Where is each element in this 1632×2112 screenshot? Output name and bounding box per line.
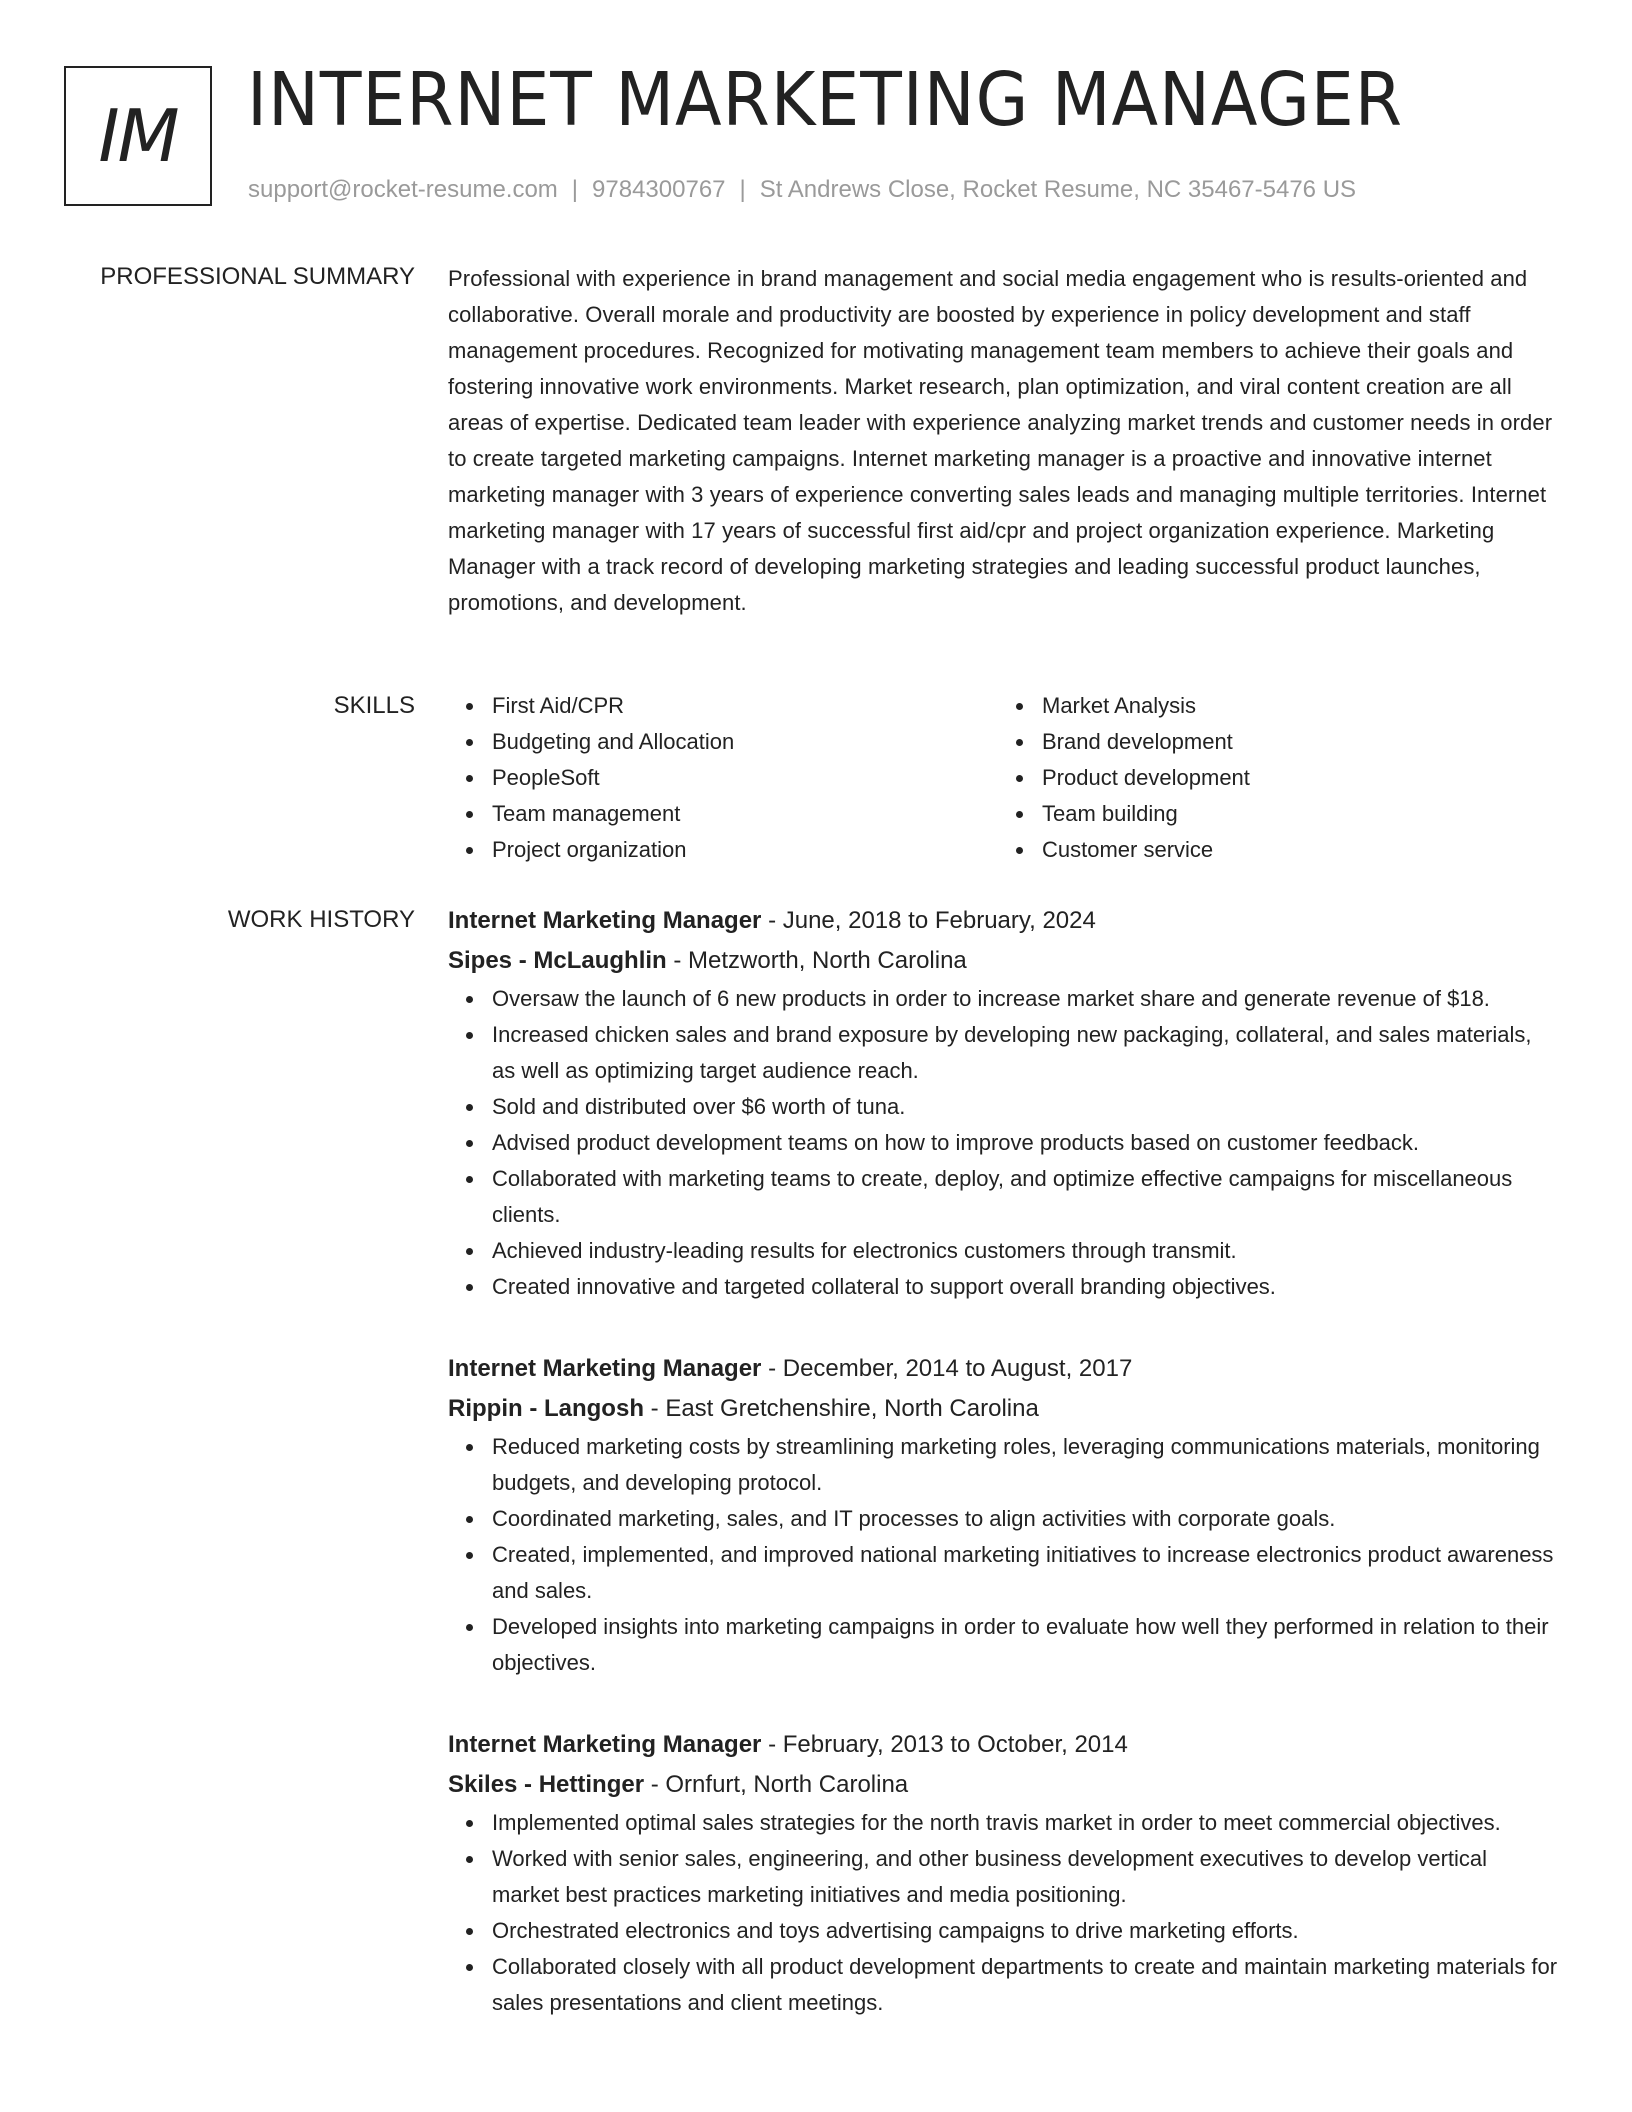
contact-phone[interactable]: 9784300767 (592, 176, 726, 203)
section-heading-summary: PROFESSIONAL SUMMARY (100, 263, 415, 290)
job-bullet-list (448, 1429, 1560, 1681)
contact-line (248, 174, 1356, 206)
job-bullet: Achieved industry-leading results for electronics customers through transmit. (492, 1233, 1560, 1269)
skill-item: Brand development (1042, 724, 1548, 760)
job-company: Rippin - Langosh (448, 1395, 644, 1422)
job-location: - East Gretchenshire, North Carolina (643, 1395, 1039, 1422)
work-history-body (448, 901, 1560, 2065)
job-bullet: Coordinated marketing, sales, and IT processes to align activities with corporate goals. (492, 1501, 1560, 1537)
job-bullet-list (448, 981, 1560, 1305)
job-title-line (448, 1725, 1560, 1765)
contact-separator: | (571, 176, 579, 203)
job-title: Internet Marketing Manager (448, 1731, 762, 1758)
job-bullet: Reduced marketing costs by streamlining marketing roles, leveraging communications materials, monitoring budgets, and developing protocol. (492, 1429, 1560, 1501)
job-location: - Ornfurt, North Carolina (644, 1771, 909, 1798)
skills-column-left (448, 688, 998, 868)
section-heading-skills: SKILLS (333, 692, 415, 719)
job-bullet: Created, implemented, and improved national marketing initiatives to increase electronics product awareness and sales. (492, 1537, 1560, 1609)
job-company-line (448, 1765, 1560, 1805)
section-heading-work-history: WORK HISTORY (227, 906, 415, 933)
job-bullet: Collaborated with marketing teams to create, deploy, and optimize effective campaigns for miscellaneous clients. (492, 1161, 1560, 1233)
job-bullet: Oversaw the launch of 6 new products in order to increase market share and generate revenue of $18. (492, 981, 1560, 1017)
job-bullet: Orchestrated electronics and toys advertising campaigns to drive marketing efforts. (492, 1913, 1560, 1949)
job-bullet: Increased chicken sales and brand exposure by developing new packaging, collateral, and sales materials, as well as optimizing target audience reach. (492, 1017, 1560, 1089)
skill-item: Product development (1042, 760, 1548, 796)
skills-column-right (998, 688, 1548, 868)
job-title: Internet Marketing Manager (448, 1355, 762, 1382)
job-entry (448, 901, 1560, 1305)
job-company: Skiles - Hettinger (448, 1771, 645, 1798)
contact-separator: | (739, 176, 746, 203)
contact-address: St Andrews Close, Rocket Resume, NC 35467-5476 US (759, 176, 1357, 203)
job-dates: - December, 2014 to August, 2017 (761, 1355, 1133, 1382)
summary-text: Professional with experience in brand management and social media engagement who is results-oriented and collaborative. Overall morale and productivity are boosted by experience in policy development and staff management procedures. Recognized for motivating management team members to achieve their goals and fostering innovative work environments. Market research, plan optimization, and viral content creation are all areas of expertise. Dedicated team leader with experience analyzing market trends and customer needs in order to create targeted marketing campaigns. Internet marketing manager is a proactive and innovative internet marketing manager with 3 years of experience converting sales leads and managing multiple territories. Internet marketing manager with 17 years of successful first aid/cpr and project organization experience. Marketing Manager with a track record of developing marketing strategies and leading successful product launches, promotions, and development. (448, 266, 1553, 615)
skills-grid (448, 688, 1560, 868)
job-title-line (448, 901, 1560, 941)
job-dates: - June, 2018 to February, 2024 (761, 907, 1096, 934)
monogram-logo: IM (64, 66, 212, 206)
summary-body (448, 261, 1560, 621)
job-bullet: Advised product development teams on how to improve products based on customer feedback. (492, 1125, 1560, 1161)
job-bullet: Created innovative and targeted collateral to support overall branding objectives. (492, 1269, 1560, 1305)
skill-item: Team management (492, 796, 998, 832)
job-company: Sipes - McLaughlin (448, 947, 667, 974)
contact-email[interactable]: support@rocket-resume.com (248, 176, 558, 203)
job-dates: - February, 2013 to October, 2014 (761, 1731, 1128, 1758)
job-title-line (448, 1349, 1560, 1389)
skill-item: Project organization (492, 832, 998, 868)
job-bullet: Developed insights into marketing campaigns in order to evaluate how well they performed in relation to their objectives. (492, 1609, 1560, 1681)
page-title: INTERNET MARKETING MANAGER (247, 57, 1403, 143)
job-title: Internet Marketing Manager (448, 907, 762, 934)
job-bullet: Worked with senior sales, engineering, and other business development executives to develop vertical market best practices marketing initiatives and media positioning. (492, 1841, 1560, 1913)
skill-item: Budgeting and Allocation (492, 724, 998, 760)
job-entry (448, 1725, 1560, 2021)
job-location: - Metzworth, North Carolina (666, 947, 967, 974)
job-bullet: Implemented optimal sales strategies for the north travis market in order to meet commercial objectives. (492, 1805, 1560, 1841)
job-bullet: Collaborated closely with all product development departments to create and maintain marketing materials for sales presentations and client meetings. (492, 1949, 1560, 2021)
job-entry (448, 1349, 1560, 1681)
skill-item: PeopleSoft (492, 760, 998, 796)
skill-item: First Aid/CPR (492, 688, 998, 724)
skills-body (448, 688, 1560, 868)
job-company-line (448, 1389, 1560, 1429)
job-bullet: Sold and distributed over $6 worth of tuna. (492, 1089, 1560, 1125)
skill-item: Team building (1042, 796, 1548, 832)
job-bullet-list (448, 1805, 1560, 2021)
skill-item: Market Analysis (1042, 688, 1548, 724)
job-company-line (448, 941, 1560, 981)
skill-item: Customer service (1042, 832, 1548, 868)
